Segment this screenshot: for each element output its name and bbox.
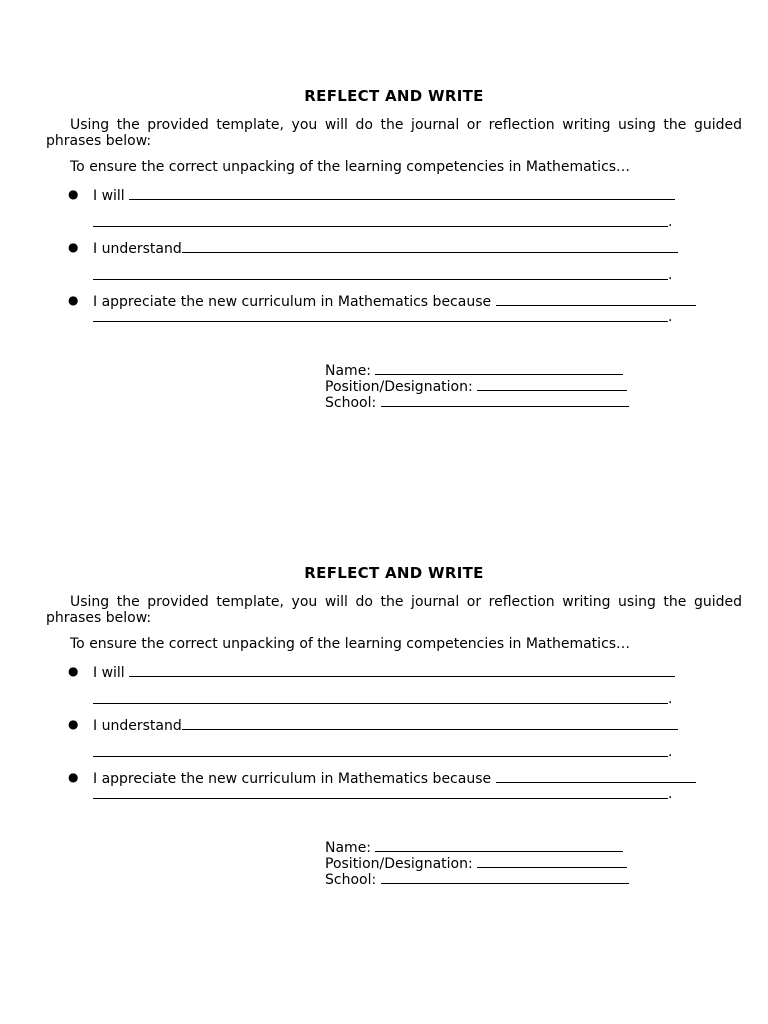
- prompt-label: I appreciate the new curriculum in Mathematics because: [93, 294, 496, 310]
- name-blank[interactable]: [375, 361, 623, 375]
- bullet-icon: ●: [68, 187, 79, 201]
- name-blank[interactable]: [375, 838, 623, 852]
- prompt-label: I understand: [93, 718, 182, 734]
- answer-blank[interactable]: [496, 292, 696, 306]
- school-label: School:: [325, 872, 381, 888]
- answer-blank-continuation[interactable]: [93, 690, 668, 704]
- school-blank[interactable]: [381, 870, 629, 884]
- school-blank[interactable]: [381, 393, 629, 407]
- prompt-label: I understand: [93, 241, 182, 257]
- prompt-i-will: [93, 186, 675, 204]
- school-label: School:: [325, 395, 381, 411]
- line-end-period: .: [668, 691, 673, 707]
- school-field: [325, 870, 629, 888]
- bullet-icon: ●: [68, 293, 79, 307]
- line-end-period: .: [668, 786, 673, 802]
- answer-blank[interactable]: [182, 239, 678, 253]
- prompt-label: I appreciate the new curriculum in Mathematics because: [93, 771, 496, 787]
- position-label: Position/Designation:: [325, 856, 478, 872]
- answer-blank[interactable]: [129, 663, 675, 677]
- bullet-icon: ●: [68, 664, 79, 678]
- answer-blank[interactable]: [129, 186, 675, 200]
- answer-blank-continuation[interactable]: [93, 785, 668, 799]
- bullet-icon: ●: [68, 240, 79, 254]
- bullet-icon: ●: [68, 717, 79, 731]
- name-label: Name:: [325, 840, 376, 856]
- prompt-i-understand: [93, 239, 678, 257]
- name-label: Name:: [325, 363, 376, 379]
- lead-sentence: To ensure the correct unpacking of the learning competencies in Mathematics…: [70, 159, 631, 175]
- prompt-label: I will: [93, 188, 130, 204]
- answer-blank[interactable]: [496, 769, 696, 783]
- line-end-period: .: [668, 744, 673, 760]
- prompt-i-will: [93, 663, 675, 681]
- form-title: REFLECT AND WRITE: [304, 87, 484, 105]
- position-blank[interactable]: [477, 377, 627, 391]
- answer-blank-continuation[interactable]: [93, 743, 668, 757]
- instructions-paragraph: Using the provided template, you will do the journal or reflection writing using the guided phrases below:: [46, 594, 742, 626]
- answer-blank-continuation[interactable]: [93, 308, 668, 322]
- prompt-i-understand: [93, 716, 678, 734]
- line-end-period: .: [668, 309, 673, 325]
- position-blank[interactable]: [477, 854, 627, 868]
- reflection-form-2: [0, 565, 768, 965]
- line-end-period: .: [668, 267, 673, 283]
- answer-blank-continuation[interactable]: [93, 266, 668, 280]
- form-title: REFLECT AND WRITE: [304, 564, 484, 582]
- bullet-icon: ●: [68, 770, 79, 784]
- lead-sentence: To ensure the correct unpacking of the learning competencies in Mathematics…: [70, 636, 631, 652]
- prompt-label: I will: [93, 665, 130, 681]
- answer-blank[interactable]: [182, 716, 678, 730]
- line-end-period: .: [668, 214, 673, 230]
- instructions-paragraph: Using the provided template, you will do the journal or reflection writing using the guided phrases below:: [46, 117, 742, 149]
- school-field: [325, 393, 629, 411]
- answer-blank-continuation[interactable]: [93, 213, 668, 227]
- reflection-form-1: [0, 88, 768, 488]
- position-label: Position/Designation:: [325, 379, 478, 395]
